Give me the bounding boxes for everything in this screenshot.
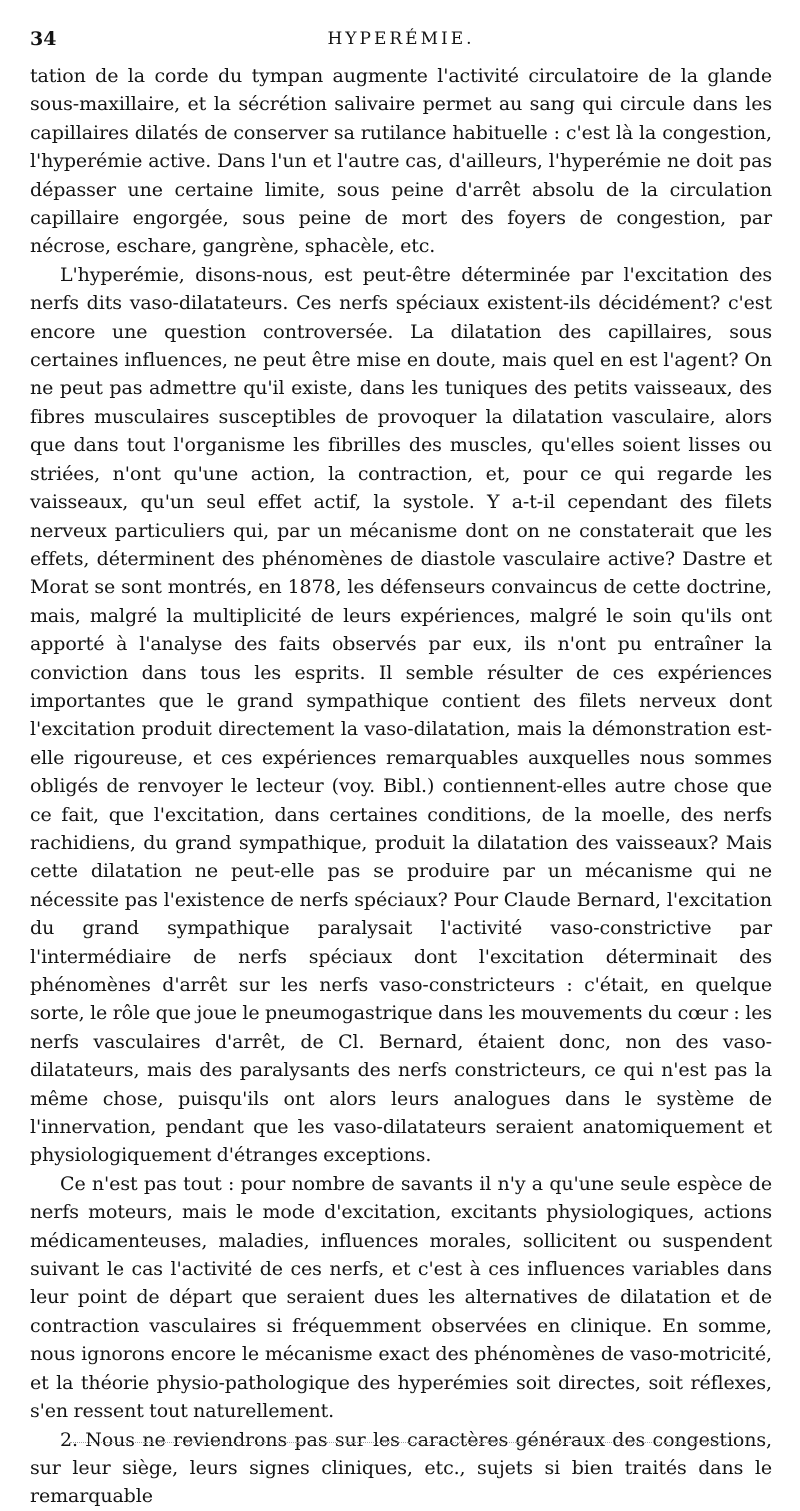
- page-number: 34: [30, 28, 57, 50]
- paragraph-vaso-dilatateurs: L'hyperémie, disons-nous, est peut-être déterminée par l'excitation des nerfs dits vaso-dilatateurs. Ces nerfs spéciaux existent-ils décidément? c'est encore une question controversée. La dilatation des capillaires, sous certaines influences, ne peut être mise en doute, mais quel en est l'agent? On ne peut pas admettre qu'il existe, dans les tuniques des petits vaisseaux, des fibres musculaires susceptibles de provoquer la dilatation vasculaire, alors que dans tout l'organisme les fibrilles des muscles, qu'elles soient lisses ou striées, n'ont qu'une action, la contraction, et, pour ce qui regarde les vaisseaux, qu'un seul effet actif, la systole. Y a-t-il cependant des filets nerveux particuliers qui, par un mécanisme dont on ne constaterait que les effets, déterminent des phénomènes de diastole vasculaire active? Dastre et Morat se sont montrés, en 1878, les défenseurs convaincus de cette doctrine, mais, malgré la multiplicité de leurs expériences, malgré le soin qu'ils ont apporté à l'analyse des faits observés par eux, ils n'ont pu entraîner la conviction dans tous les esprits. Il semble résulter de ces expériences importantes que le grand sympathique contient des filets nerveux dont l'excitation produit directement la vaso-dilatation, mais la démonstration est-elle rigoureuse, et ces expériences remarquables auxquelles nous sommes obligés de renvoyer le lecteur (voy. Bibl.) contiennent-elles autre chose que ce fait, que l'excitation, dans certaines conditions, de la moelle, des nerfs rachidiens, du grand sympathique, produit la dilatation des vaisseaux? Mais cette dilatation ne peut-elle pas se produire par un mécanisme qui ne nécessite pas l'existence de nerfs spéciaux? Pour Claude Bernard, l'excitation du grand sympathique paralysait l'activité vaso-constrictive par l'intermédiaire de nerfs spéciaux dont l'excitation déterminait des phénomènes d'arrêt sur les nerfs vaso-constricteurs : c'était, en quelque sorte, le rôle que joue le pneumogastrique dans les mouvements du cœur : les nerfs vasculaires d'arrêt, de Cl. Bernard, étaient donc, non des vaso-dilatateurs, mais des paralysants des nerfs constricteurs, ce qui n'est pas la même chose, puisqu'ils ont alors leurs analogues dans le système de l'innervation, pendant que les vaso-dilatateurs seraient anatomiquement et physiologiquement d'étranges exceptions.: [30, 263, 772, 1167]
- paragraph-continuation: tation de la corde du tympan augmente l'activité circulatoire de la glande sous-maxillaire, et la sécrétion salivaire permet au sang qui circule dans les capillaires dilatés de conserver sa rutilance habituelle : c'est là la congestion, l'hyperémie active. Dans l'un et l'autre cas, d'ailleurs, l'hyperémie ne doit pas dépasser une certaine limite, sous peine d'arrêt absolu de la circulation capillaire engorgée, sous peine de mort des foyers de congestion, par nécrose, eschare, gangrène, sphacèle, etc.: [30, 65, 772, 258]
- footer-rule: [70, 1442, 730, 1443]
- body-text: [30, 62, 772, 1511]
- document-page: [30, 28, 772, 1511]
- running-title: HYPERÉMIE.: [327, 29, 475, 49]
- paragraph-section-2: 2. Nous ne reviendrons pas sur les caractères généraux des congestions, sur leur siège, leurs signes cliniques, etc., sujets si bien traités dans le remarquable: [30, 1428, 772, 1508]
- paragraph-nerfs-moteurs: Ce n'est pas tout : pour nombre de savants il n'y a qu'une seule espèce de nerfs moteurs, mais le mode d'excitation, excitants physiologiques, actions médicamenteuses, maladies, influences morales, sollicitent ou suspendent suivant le cas l'activité de ces nerfs, et c'est à ces influences variables dans leur point de départ que seraient dues les alternatives de dilatation et de contraction vasculaires si fréquemment observées en clinique. En somme, nous ignorons encore le mécanisme exact des phénomènes de vaso-motricité, et la théorie physio-pathologique des hyperémies soit directes, soit réflexes, s'en ressent tout naturellement.: [30, 1172, 772, 1423]
- running-head: [30, 28, 772, 62]
